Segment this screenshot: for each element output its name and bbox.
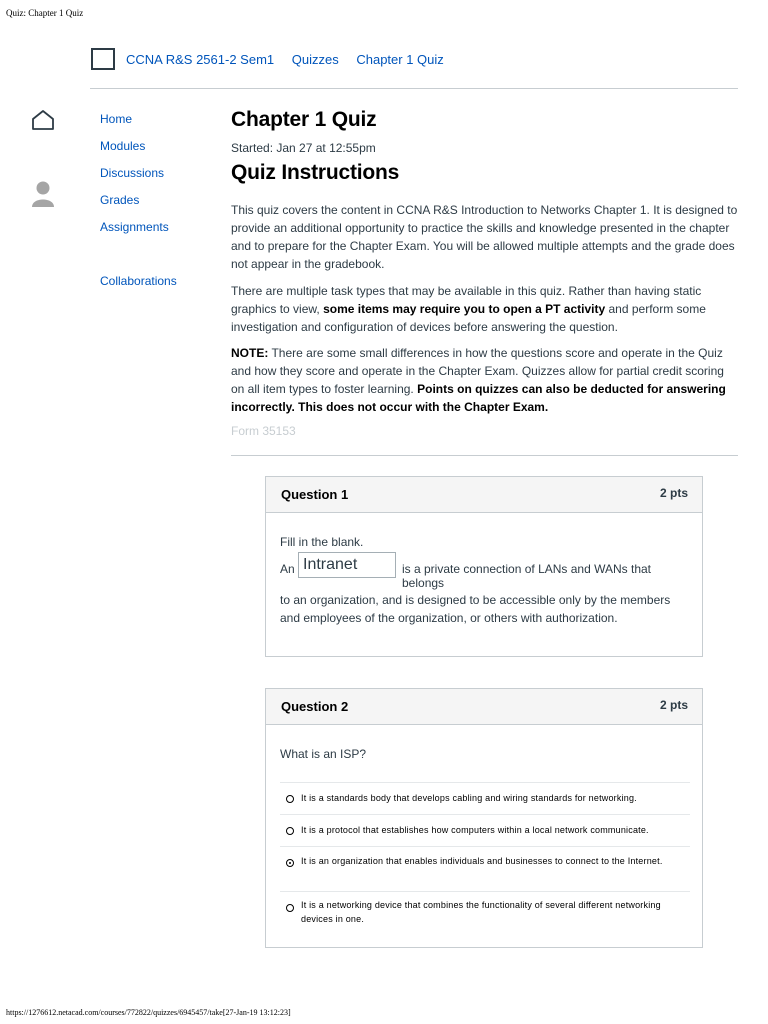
breadcrumb [126, 52, 458, 67]
question-points: 2 pts [659, 486, 688, 500]
question-title: Question 1 [281, 487, 349, 502]
p2-text-after: and perform some investigation and configuration of devices before answering the question. [231, 302, 706, 334]
question-prompt: Fill in the blank. [280, 535, 364, 549]
instructions-paragraph-3 [231, 344, 739, 416]
question-header [266, 477, 702, 513]
answer-text: It is a networking device that combines the functionality of several different networking devices in one. [301, 900, 661, 924]
course-nav-discussions[interactable]: Discussions [100, 166, 165, 180]
course-nav-collaborations[interactable]: Collaborations [100, 274, 177, 288]
instructions-paragraph-2 [231, 282, 739, 336]
answer-text: It is a standards body that develops cabling and wiring standards for networking. [301, 793, 637, 803]
content-divider [231, 455, 738, 456]
blank-suffix: is a private connection of LANs and WANs that belongs [402, 562, 652, 590]
print-page-url: https://1276612.netacad.com/courses/772822/quizzes/6945457/take[27-Jan-19 13:12:23] [6, 1008, 291, 1017]
home-icon[interactable] [32, 110, 54, 135]
answer-list [280, 782, 690, 936]
instructions-paragraph-1: This quiz covers the content in CCNA R&S Introduction to Networks Chapter 1. It is designed to provide an additional opportunity to practice the skills and knowledge presented in the chapter and to prepare for the Chapter Exam. You will be allowed multiple attempts and the grade does not appear in the gradebook. [231, 203, 738, 271]
p2-bold-text: some items may require you to open a PT activity [323, 302, 606, 316]
answer-option[interactable] [280, 782, 690, 814]
course-navigation [100, 111, 220, 300]
answer-text: It is an organization that enables individuals and businesses to connect to the Internet. [301, 856, 663, 866]
note-label: NOTE: [231, 346, 269, 360]
p3-text: There are some small differences in how the questions score and operate in the Quiz and how they score and operate in the Chapter Exam. Quizzes allow for partial credit scoring on all item types to foster learning. [231, 346, 724, 396]
p3-bold-text: Points on quizzes can also be deducted for answering incorrectly. This does not occur with the Chapter Exam. [231, 382, 726, 414]
user-icon[interactable] [32, 180, 54, 213]
blank-suffix-continued: to an organization, and is designed to be accessible only by the members and employees of the organization, or others with authorization. [280, 593, 671, 625]
radio-button[interactable] [286, 904, 294, 912]
course-nav-grades[interactable]: Grades [100, 193, 140, 207]
breadcrumb-course[interactable]: CCNA R&S 2561-2 Sem1 [126, 52, 275, 67]
question-1 [265, 476, 703, 657]
question-header [266, 689, 702, 725]
radio-button[interactable] [286, 827, 294, 835]
answer-option-selected[interactable] [280, 846, 690, 891]
instructions-heading: Quiz Instructions [231, 161, 400, 184]
quiz-content [231, 108, 739, 438]
breadcrumb-quizzes[interactable]: Quizzes [291, 52, 339, 67]
fill-in-blank-input[interactable] [298, 552, 396, 578]
course-header [90, 46, 738, 89]
course-nav-home[interactable]: Home [100, 112, 133, 126]
answer-option[interactable] [280, 814, 690, 846]
course-nav-assignments[interactable]: Assignments [100, 220, 169, 234]
answer-option[interactable] [280, 891, 690, 936]
print-page-title: Quiz: Chapter 1 Quiz [6, 8, 84, 18]
blank-prefix: An [280, 562, 295, 576]
started-timestamp: Started: Jan 27 at 12:55pm [231, 141, 376, 155]
answer-text: It is a protocol that establishes how computers within a local network communicate. [301, 825, 649, 835]
question-points: 2 pts [659, 698, 688, 712]
radio-button[interactable] [286, 795, 294, 803]
form-number: Form 35153 [231, 424, 296, 438]
course-nav-modules[interactable]: Modules [100, 139, 146, 153]
page-title: Chapter 1 Quiz [231, 108, 377, 131]
question-2 [265, 688, 703, 948]
breadcrumb-current-page[interactable]: Chapter 1 Quiz [356, 52, 444, 67]
question-title: Question 2 [281, 699, 349, 714]
question-prompt: What is an ISP? [280, 747, 367, 761]
menu-toggle-icon[interactable] [91, 48, 115, 70]
radio-button-selected[interactable] [286, 859, 294, 867]
p2-text-before: There are multiple task types that may be available in this quiz. Rather than having static graphics to view, [231, 284, 702, 316]
fill-in-blank-line [280, 552, 690, 590]
